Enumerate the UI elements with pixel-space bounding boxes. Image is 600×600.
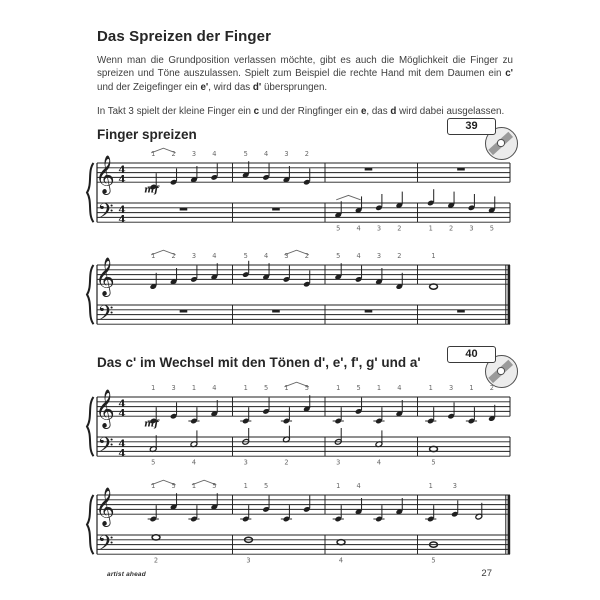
- svg-text:5: 5: [304, 384, 309, 393]
- svg-text:3: 3: [448, 384, 454, 393]
- svg-text:3: 3: [243, 458, 248, 467]
- svg-text:2: 2: [489, 384, 494, 393]
- svg-text:1: 1: [428, 384, 433, 393]
- svg-text:4: 4: [212, 384, 217, 393]
- music-system-finger-spreizen-b: [84, 245, 514, 341]
- svg-text:5: 5: [263, 482, 269, 491]
- svg-text:2: 2: [153, 556, 159, 565]
- svg-text:5: 5: [151, 458, 156, 467]
- svg-text:2: 2: [304, 252, 309, 261]
- svg-text:𝄢: 𝄢: [97, 531, 114, 560]
- svg-text:4: 4: [212, 252, 217, 261]
- svg-text:5: 5: [212, 482, 217, 491]
- svg-text:𝄞: 𝄞: [95, 388, 115, 428]
- svg-text:1: 1: [428, 224, 433, 233]
- section-heading-finger-spreizen: Finger spreizen: [97, 127, 197, 142]
- svg-text:𝄞: 𝄞: [95, 256, 115, 296]
- section-heading-c-im-wechsel: Das c' im Wechsel mit den Tönen d', e', f', g' und a': [97, 355, 421, 370]
- svg-text:3: 3: [336, 458, 341, 467]
- svg-text:4: 4: [356, 482, 361, 491]
- cd-center-hole: [497, 367, 505, 375]
- svg-text:2: 2: [397, 252, 402, 261]
- page-title: Das Spreizen der Finger: [97, 28, 272, 45]
- svg-text:5: 5: [336, 252, 341, 261]
- svg-text:4: 4: [118, 203, 126, 216]
- svg-text:1: 1: [336, 384, 341, 393]
- svg-text:4: 4: [356, 224, 361, 233]
- svg-text:3: 3: [191, 150, 197, 159]
- svg-text:1: 1: [243, 482, 248, 491]
- svg-text:3: 3: [171, 384, 176, 393]
- svg-text:1: 1: [151, 150, 156, 159]
- svg-text:3: 3: [452, 482, 457, 491]
- svg-text:1: 1: [151, 482, 156, 491]
- cd-track-number: 39: [447, 118, 496, 135]
- svg-text:4: 4: [191, 458, 197, 467]
- svg-text:1: 1: [431, 252, 436, 261]
- music-system-finger-spreizen-a: [84, 143, 514, 239]
- svg-text:mf: mf: [144, 184, 159, 196]
- music-system-wechsel-b: [84, 475, 514, 571]
- svg-text:4: 4: [118, 173, 126, 186]
- page-number: 27: [481, 568, 492, 579]
- svg-text:1: 1: [191, 482, 197, 491]
- svg-text:3: 3: [376, 252, 382, 261]
- svg-text:4: 4: [118, 397, 126, 410]
- takt-hint-paragraph: In Takt 3 spielt der kleine Finger ein c und der Ringfinger ein e, das d wird dabei ausgelassen.: [97, 106, 505, 117]
- publisher-logo: artist ahead: [107, 571, 146, 578]
- svg-text:3: 3: [469, 224, 474, 233]
- svg-text:2: 2: [397, 224, 402, 233]
- svg-text:4: 4: [263, 150, 269, 159]
- svg-text:𝄞: 𝄞: [95, 486, 115, 526]
- svg-text:5: 5: [356, 384, 361, 393]
- svg-text:𝄞: 𝄞: [95, 154, 115, 194]
- svg-text:3: 3: [376, 224, 382, 233]
- svg-text:1: 1: [191, 384, 197, 393]
- svg-text:1: 1: [243, 384, 248, 393]
- svg-text:1: 1: [284, 384, 289, 393]
- svg-text:2: 2: [448, 224, 454, 233]
- svg-text:5: 5: [336, 224, 341, 233]
- svg-text:𝄢: 𝄢: [97, 301, 114, 330]
- svg-text:1: 1: [428, 482, 433, 491]
- svg-text:5: 5: [489, 224, 494, 233]
- svg-text:4: 4: [118, 437, 126, 450]
- svg-text:4: 4: [118, 447, 126, 460]
- svg-text:1: 1: [376, 384, 382, 393]
- svg-text:2: 2: [304, 150, 309, 159]
- svg-text:5: 5: [171, 482, 176, 491]
- cd-track-number: 40: [447, 346, 496, 363]
- svg-text:4: 4: [212, 150, 217, 159]
- svg-text:1: 1: [151, 252, 156, 261]
- svg-text:5: 5: [263, 384, 269, 393]
- svg-text:5: 5: [243, 150, 248, 159]
- svg-text:1: 1: [336, 482, 341, 491]
- svg-text:1: 1: [151, 384, 156, 393]
- svg-text:4: 4: [338, 556, 344, 565]
- svg-text:2: 2: [171, 252, 176, 261]
- svg-text:𝄢: 𝄢: [97, 433, 114, 462]
- svg-text:mf: mf: [144, 418, 159, 430]
- svg-text:4: 4: [397, 384, 402, 393]
- svg-text:5: 5: [431, 458, 436, 467]
- svg-text:4: 4: [263, 252, 269, 261]
- intro-paragraph: Wenn man die Grundposition verlassen möchte, gibt es auch die Möglichkeit die Finger zu spreizen und Töne auszulassen. Spielt zum Beispiel die rechte Hand mit dem Daumen ein c' und der Zeigefinger ein e', wird das d' übersprungen.: [97, 55, 513, 93]
- svg-text:5: 5: [243, 252, 248, 261]
- svg-text:2: 2: [284, 458, 289, 467]
- svg-text:4: 4: [356, 252, 361, 261]
- svg-text:3: 3: [246, 556, 251, 565]
- svg-text:2: 2: [171, 150, 176, 159]
- svg-text:5: 5: [431, 556, 436, 565]
- svg-text:𝄢: 𝄢: [97, 199, 114, 228]
- svg-text:4: 4: [376, 458, 382, 467]
- svg-text:4: 4: [118, 213, 126, 226]
- svg-text:1: 1: [469, 384, 474, 393]
- svg-text:3: 3: [284, 252, 289, 261]
- music-system-wechsel-a: [84, 377, 514, 473]
- svg-text:3: 3: [191, 252, 197, 261]
- svg-text:4: 4: [118, 407, 126, 420]
- svg-text:4: 4: [118, 163, 126, 176]
- svg-text:3: 3: [284, 150, 289, 159]
